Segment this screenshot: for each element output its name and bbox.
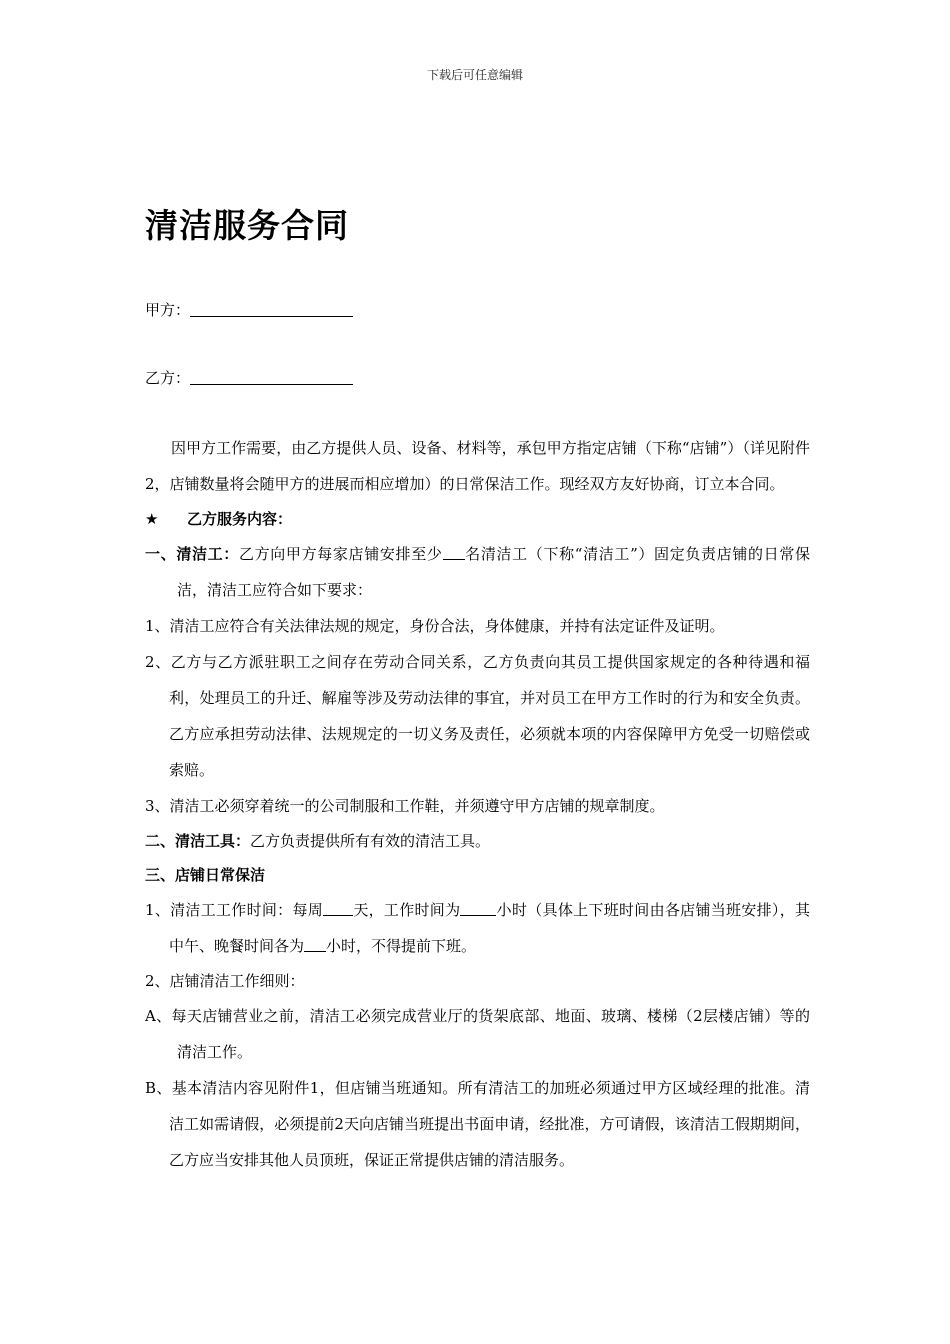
work-time-text-3: 小时（具体上下班时间由各店铺当班安排），其中午、晚餐时间各为 (169, 901, 810, 955)
clause-1-label: 一、清洁工： (145, 545, 239, 563)
party-b-blank[interactable] (190, 368, 353, 385)
section-heading-text: 乙方服务内容： (187, 510, 293, 528)
work-time-text-1: 1、清洁工工作时间：每周 (145, 901, 324, 919)
clause-3-item-1 (145, 892, 810, 964)
party-a-blank[interactable] (190, 300, 353, 317)
contract-title: 清洁服务合同 (145, 206, 349, 245)
clause-3-item-2: 2、店铺清洁工作细则： (145, 972, 305, 990)
party-a-line (145, 298, 353, 322)
contract-body (145, 430, 810, 1178)
work-time-text-4: 小时，不得提前下班。 (326, 937, 477, 955)
header-note: 下载后可任意编辑 (426, 68, 523, 82)
clause-1-item-1: 1、清洁工应符合有关法律法规的规定，身份合法，身体健康，并持有法定证件及证明。 (145, 617, 725, 635)
clause-2-text: 乙方负责提供所有有效的清洁工具。 (250, 832, 491, 850)
star-icon: ★ (145, 510, 159, 528)
clause-1-text-a: 乙方向甲方每家店铺安排至少 (238, 545, 443, 563)
work-time-text-2: 天，工作时间为 (353, 901, 461, 919)
party-b-line (145, 366, 353, 390)
meal-hours-blank[interactable] (304, 937, 326, 952)
clause-1-item-3: 3、清洁工必须穿着统一的公司制服和工作鞋，并须遵守甲方店铺的规章制度。 (145, 797, 665, 815)
clause-1-text-b: 名清洁工（下称“清洁工”）固定负责店铺的日常保洁，清洁工应符合如下要求： (177, 545, 810, 599)
section-heading (145, 502, 810, 536)
clause-1 (145, 536, 810, 608)
days-per-week-blank[interactable] (323, 901, 353, 916)
clause-2 (145, 824, 810, 858)
clause-3-item-a: A、每天店铺营业之前，清洁工必须完成营业厅的货架底部、地面、玻璃、楼梯（2层楼店铺）等的清洁工作。 (145, 1007, 810, 1061)
intro-paragraph: 因甲方工作需要，由乙方提供人员、设备、材料等，承包甲方指定店铺（下称“店铺”）（详见附件2，店铺数量将会随甲方的进展而相应增加）的日常保洁工作。现经双方友好协商，订立本合同。 (145, 439, 810, 493)
clause-1-item-2: 2、乙方与乙方派驻职工之间存在劳动合同关系，乙方负责向其员工提供国家规定的各种待遇和福利，处理员工的升迁、解雇等涉及劳动法律的事宜，并对员工在甲方工作时的行为和安全负责。乙方应承担劳动法律、法规规定的一切义务及责任，必须就本项的内容保障甲方免受一切赔偿或索赔。 (145, 653, 810, 779)
clause-3-heading: 三、店铺日常保洁 (145, 866, 266, 884)
clause-3-item-b: B、基本清洁内容见附件1，但店铺当班通知。所有清洁工的加班必须通过甲方区域经理的批准。清洁工如需请假，必须提前2天向店铺当班提出书面申请，经批准，方可请假，该清洁工假期期间，乙方应当安排其他人员顶班，保证正常提供店铺的清洁服务。 (145, 1079, 810, 1169)
hours-blank[interactable] (460, 901, 496, 916)
party-b-label: 乙方： (145, 369, 191, 387)
clause-2-label: 二、清洁工具： (145, 832, 251, 850)
cleaner-count-blank[interactable] (443, 545, 465, 560)
party-a-label: 甲方： (145, 301, 191, 319)
